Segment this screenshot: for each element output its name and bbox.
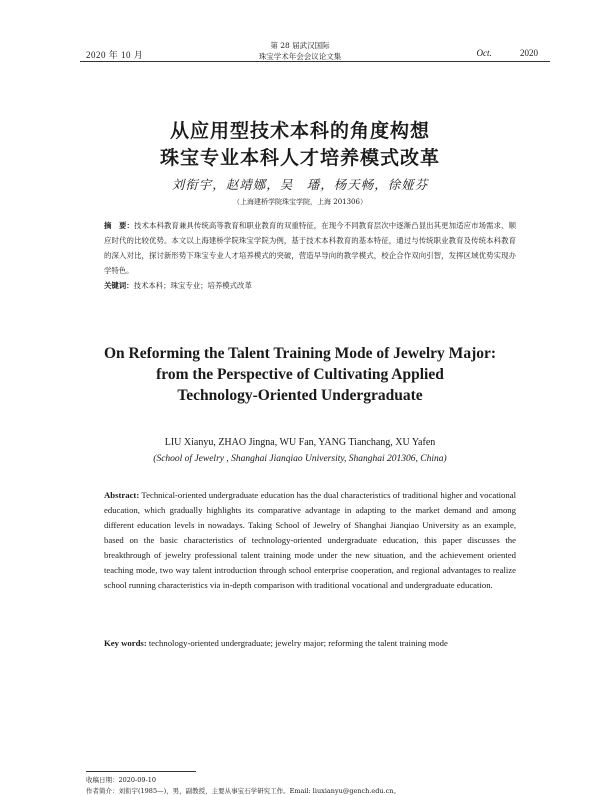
header-proceedings-line1: 第 28 届武汉国际 xyxy=(270,41,330,50)
header-date-en xyxy=(477,48,539,58)
header-date-cn: 2020 年 10 月 xyxy=(86,50,144,60)
en-keywords-text: technology-oriented undergraduate; jewelry major; reforming the talent training mode xyxy=(146,638,448,648)
zh-title-line2: 珠宝专业本科人才培养模式改革 xyxy=(159,147,440,169)
zh-abstract xyxy=(104,218,516,293)
en-title-line1: On Reforming the Talent Training Mode of Jewelry Major: xyxy=(103,345,497,362)
footnote-received-date: 收稿日期：2020-09-10 xyxy=(86,776,156,784)
zh-abstract-text: 技术本科教育兼具传统高等教育和职业教育的双重特征，在现今不同教育层次中逐渐凸显出其更加适应市场需求、顺应时代的比较优势。本文以上海建桥学院珠宝学院为例，基于技术本科教育的基本特征，通过与传统职业教育及传统本科教育的深入对比，探讨新形势下珠宝专业人才培养模式的突破，营造早导向的教学模式，校企合作双向引智，发挥区域优势实现办学特色。 xyxy=(104,221,516,275)
zh-title-line1: 从应用型技术本科的角度构想 xyxy=(169,120,430,142)
zh-authors: 刘衔宇，赵靖娜，吴 璠，杨天畅，徐娅芬 xyxy=(171,177,429,192)
en-title xyxy=(60,343,540,406)
footnote-rule xyxy=(86,771,196,772)
header-rule xyxy=(80,61,550,62)
en-keywords xyxy=(104,636,516,651)
header-month: Oct. xyxy=(476,48,492,58)
en-authors: LIU Xianyu, ZHAO Jingna, WU Fan, YANG Tianchang, XU Yafen xyxy=(164,437,436,448)
footnote-author-bio: 作者简介：刘衔宇(1985—)，男，副教授，主要从事宝石学研究工作。Email: liuxianyu@gench.edu.cn。 xyxy=(86,787,400,795)
en-affiliation: (School of Jewelry , Shanghai Jianqiao University, Shanghai 201306, China) xyxy=(153,454,447,464)
zh-affiliation: （上海建桥学院珠宝学院，上海 201306） xyxy=(233,198,367,206)
en-abstract-label: Abstract: xyxy=(104,490,140,500)
zh-keywords-label: 关键词： xyxy=(104,281,134,290)
zh-title xyxy=(60,118,540,172)
en-keywords-label: Key words: xyxy=(104,638,147,648)
header-proceedings-line2: 珠宝学术年会会议论文集 xyxy=(258,52,342,61)
en-abstract-text: Technical-oriented undergraduate education has the dual characteristics of traditional higher and vocational education, which gradually highlights its comparative advantage in adapting to the market demand and among different education levels in nowadays. Taking School of Jewelry of Shanghai Jianqiao University as an example, based on the basic characteristics of technology-oriented undergraduate education, this paper discusses the breakthrough of jewelry professional talent training mode under the new situation, and the achievement oriented teaching mode, two way talent introduction through school enterprise cooperation, and regional advantages to realize school running characteristics via in-depth comparison with traditional vocational and undergraduate education. xyxy=(104,490,516,590)
header-year: 2020 xyxy=(520,48,538,58)
zh-abstract-label: 摘 要： xyxy=(104,221,134,230)
zh-keywords-text: 技术本科；珠宝专业；培养模式改革 xyxy=(133,281,252,290)
header-proceedings-title xyxy=(200,40,400,62)
en-title-line3: Technology-Oriented Undergraduate xyxy=(177,387,423,404)
en-title-line2: from the Perspective of Cultivating Applied xyxy=(156,366,444,383)
en-abstract xyxy=(104,488,516,593)
